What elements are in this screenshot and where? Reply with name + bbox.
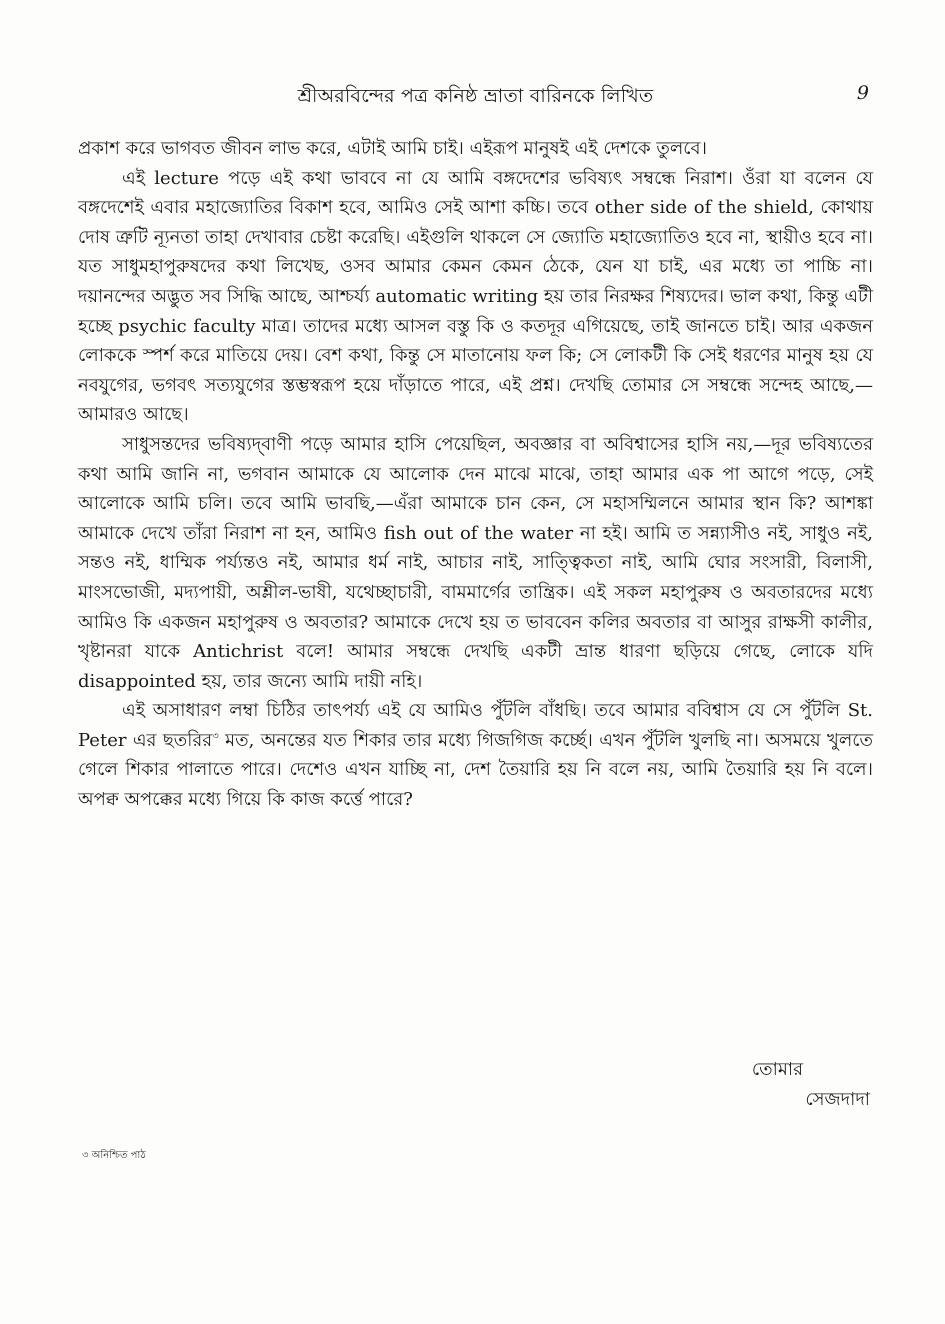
paragraph-4-part-b: মত, অনন্তের যত শিকার তার মধ্যে গিজগিজ কর্চ্ছে। এখন পুঁটলি খুলছি না। অসময়ে খুলতে গেলে শিকার পালাতে পারে। দেশেও এখন যাচ্ছি না, দেশ তৈয়ারি হয় নি বলে নয়, আমি তৈয়ারি হয় নি বলে। অপক্ব অপক্কের মধ্যে গিয়ে কি কাজ কর্ত্তে পারে? — [78, 729, 873, 811]
page-number: 9 — [856, 82, 869, 104]
footnote-marker: ৩ — [212, 730, 219, 742]
closing-salutation: তোমার — [751, 1059, 803, 1080]
running-title: শ্রীঅরবিন্দের পত্র কনিষ্ঠ ভ্রাতা বারিনকে লিখিত — [297, 85, 654, 107]
signature: সেজদাদা — [805, 1089, 870, 1110]
page-header — [78, 82, 873, 112]
paragraph-2: এই lecture পড়ে এই কথা ভাববে না যে আমি বঙ্গদেশের ভবিষ্যৎ সম্বন্ধে নিরাশ। ওঁরা যা বলেন যে বঙ্গদেশেই এবার মহাজ্যোতির বিকাশ হবে, আমিও সেই আশা কচ্চি। তবে other side of the shield, কোথায় দোষ ত্রুটি ন্যূনতা তাহা দেখাবার চেষ্টা করেছি। এইগুলি থাকলে সে জ্যোতি মহাজ্যোতিও হবে না, স্থায়ীও হবে না। যত সাধুমহাপুরুষদের কথা লিখেছ, ওসব আমার কেমন কেমন ঠেকে, যেন যা চাই, এর মধ্যে তা পাচ্চি না। দয়ানন্দের অদ্ভুত সব সিদ্ধি আছে, আশ্চর্য্য automatic writing হয় তার নিরক্ষর শিষ্যদের। ভাল কথা, কিন্তু এটী হচ্ছে psychic faculty মাত্র। তাদের মধ্যে আসল বস্তু কি ও কতদূর এগিয়েছে, তাই জানতে চাই। আর একজন লোককে স্পর্শ করে মাতিয়ে দেয়। বেশ কথা, কিন্তু সে মাতানোয় ফল কি; সে লোকটী কি সেই ধরণের মানুষ হয় যে নবযুগের, ভগবৎ সত্যযুগের স্তম্ভস্বরূপ হয়ে দাঁড়াতে পারে, এই প্রশ্ন। দেখছি তোমার সে সম্বন্ধে সন্দেহ আছে,—আমারও আছে। — [78, 167, 873, 426]
footnote: ৩ অনিশ্চিত পাঠ — [82, 1150, 146, 1161]
paragraph-1: প্রকাশ করে ভাগবত জীবন লাভ করে, এটাই আমি চাই। এইরূপ মানুষই এই দেশকে তুলবে। — [78, 138, 707, 159]
body-text — [78, 134, 873, 815]
paragraph-4 — [78, 696, 873, 814]
paragraph-4-part-a: এই অসাধারণ লম্বা চিঠির তাৎপর্য্য এই যে আমিও পুঁটলি বাঁধছি। তবে আমার ববিশ্বাস যে সে পুঁটলি St. Peter এর ছতরির — [78, 700, 873, 751]
paragraph-3: সাধুসন্তদের ভবিষ্যদ্‌বাণী পড়ে আমার হাসি পেয়েছিল, অবজ্ঞার বা অবিশ্বাসের হাসি নয়,—দূর ভবিষ্যতের কথা আমি জানি না, ভগবান আমাকে যে আলোক দেন মাঝে মাঝে, তাহা আমার এক পা আগে পড়ে, সেই আলোকে আমি চলি। তবে আমি ভাবছি,—এঁরা আমাকে চান কেন, সে মহাসম্মিলনে আমার স্থান কি? আশঙ্কা আমাকে দেখে তাঁরা নিরাশ না হন, আমিও fish out of the water না হই। আমি ত সন্ন্যাসীও নই, সাধুও নই, সন্তও নই, ধাম্মিক পর্য্যন্তও নই, আমার ধর্ম নাই, আচার নাই, সাত্ত্বিকতা নাই, আমি ঘোর সংসারী, বিলাসী, মাংসভোজী, মদ্যপায়ী, অশ্লীল-ভাষী, যথেচ্ছাচারী, বামমার্গের তান্ত্রিক। এই সকল মহাপুরুষ ও অবতারদের মধ্যে আমিও কি একজন মহাপুরুষ ও অবতার? আমাকে দেখে হয় ত ভাববেন কলির অবতার বা আসুর রাক্ষসী কালীর, খৃষ্টানরা যাকে Antichrist বলে! আমার সম্বন্ধে দেখছি একটী ভ্রান্ত ধারণা ছড়িয়ে গেছে, লোকে যদি disappointed হয়, তার জন্যে আমি দায়ী নহি। — [78, 433, 873, 692]
